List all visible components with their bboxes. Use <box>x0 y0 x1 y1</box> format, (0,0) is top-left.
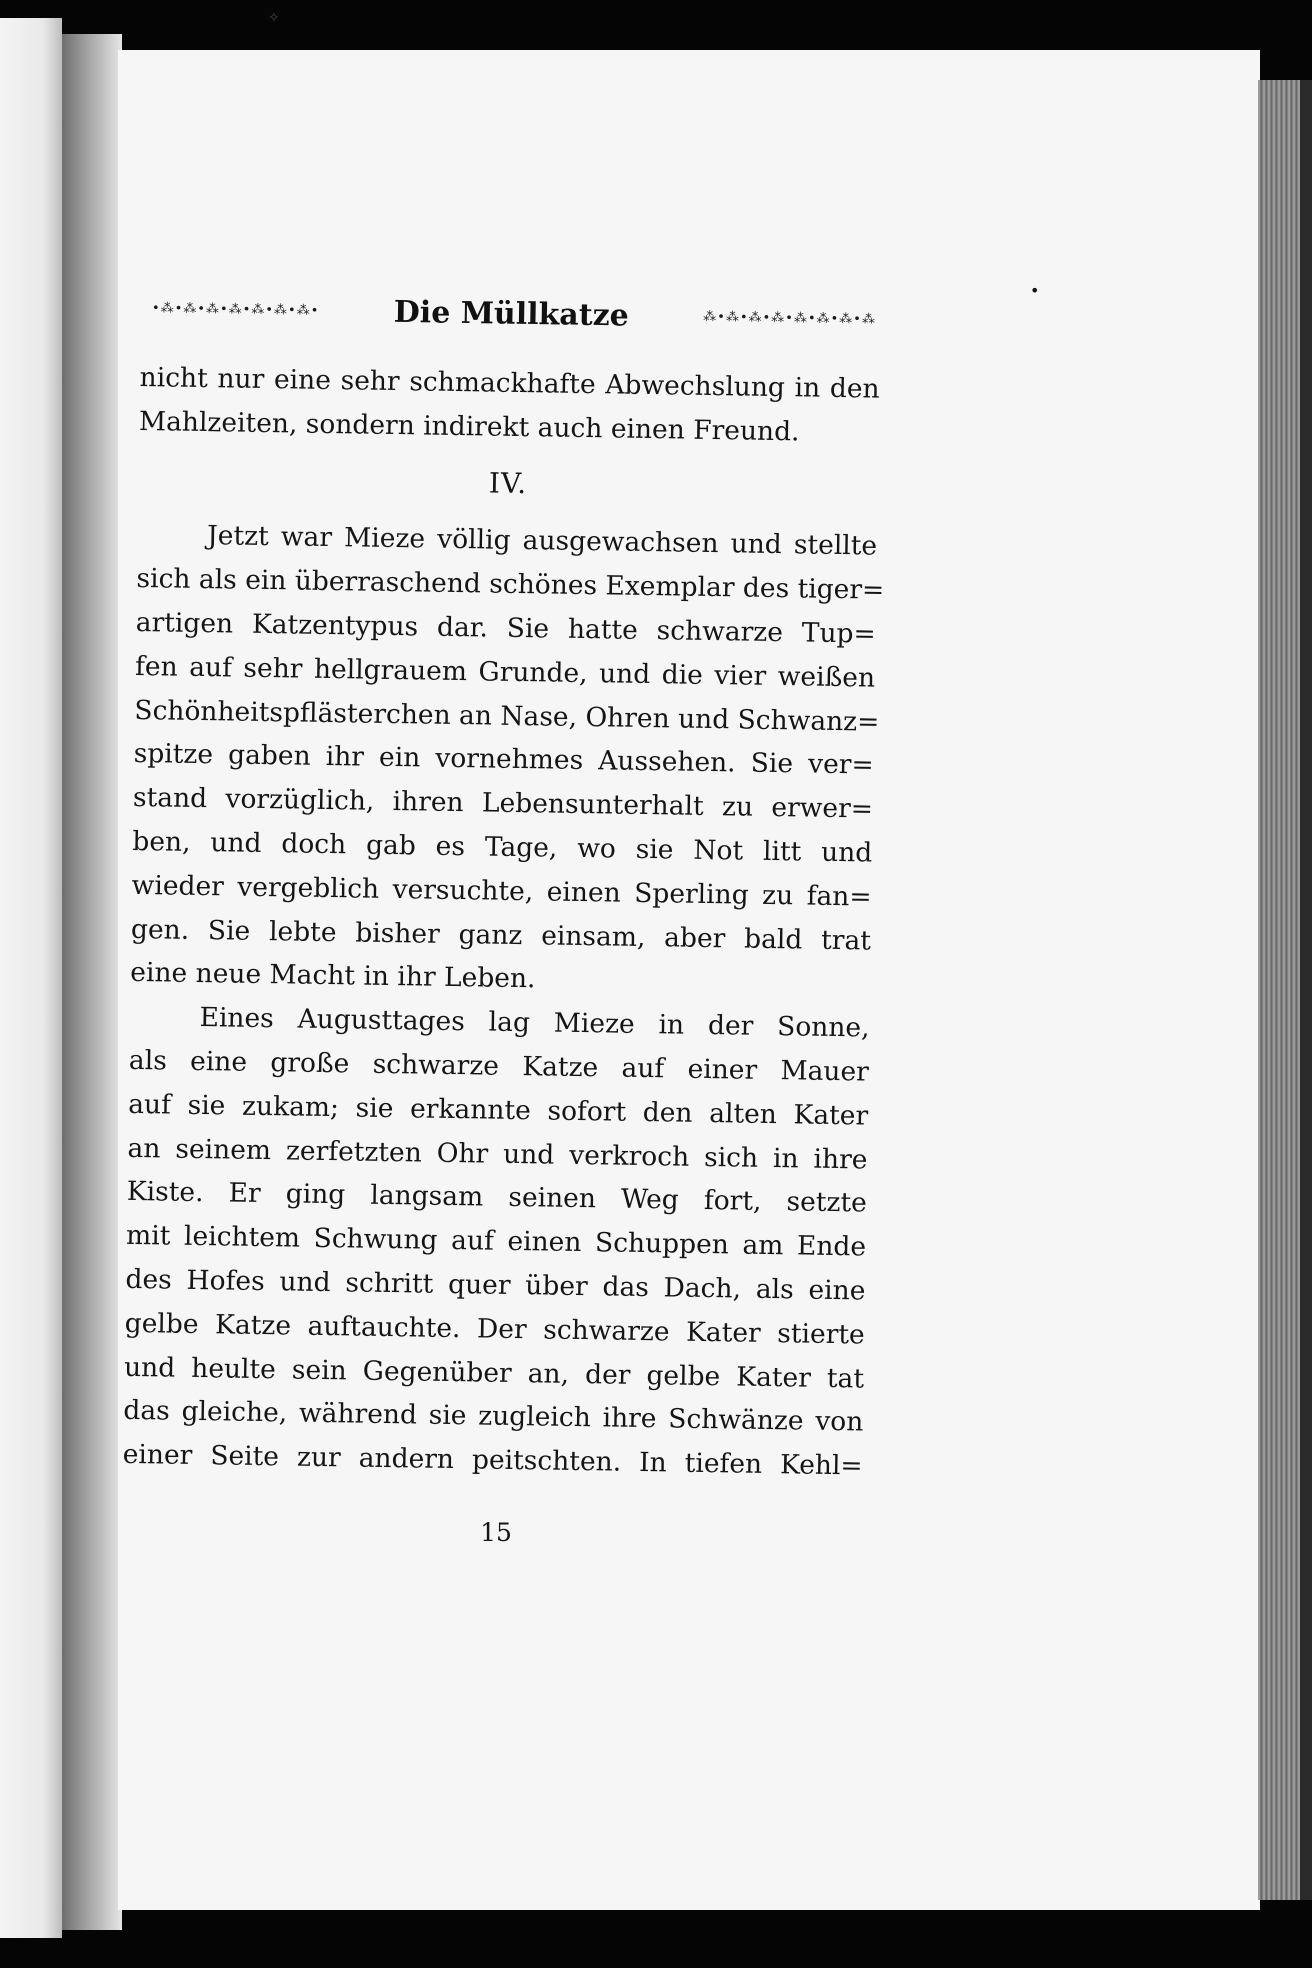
text-line: Jetzt war Mieze völlig ausgewachsen und stellte <box>206 520 878 562</box>
text-line: an seinem zerfetzten Ohr und verkroch sich in ihre <box>127 1132 868 1176</box>
text-line: ben, und doch gab es Tage, wo sie Not litt und <box>132 825 873 869</box>
previous-page-edge <box>0 18 62 1938</box>
text-line: Eines Augusttages lag Mieze in der Sonne, <box>199 1002 870 1044</box>
text-line: Kiste. Er ging langsam seinen Weg fort, setzte <box>126 1176 868 1219</box>
text-line: Schönheitspflästerchen an Nase, Ohren und Schwanz= <box>134 694 880 738</box>
ornament-right: ⁂•⁂•⁂•⁂•⁂•⁂•⁂•⁂ <box>703 309 877 327</box>
stain-mark-icon: ✧ <box>268 10 280 26</box>
book-gutter <box>62 34 122 1930</box>
page-number: 15 <box>480 1518 512 1547</box>
text-line: das gleiche, während sie zugleich ihre Schwänze von <box>123 1395 864 1438</box>
page-block-shadow <box>1300 80 1312 1900</box>
text-line: gen. Sie lebte bisher ganz einsam, aber bald trat <box>130 913 872 957</box>
text-line: und heulte sein Gegenüber an, der gelbe Kater tat <box>123 1351 865 1395</box>
text-line: fen auf sehr hellgrauem Grunde, und die vier weißen <box>134 650 876 694</box>
text-line: stand vorzüglich, ihren Lebensunterhalt zu erwer= <box>132 782 874 825</box>
text-block <box>122 356 885 1488</box>
paragraph-1 <box>130 513 885 1006</box>
ink-dot-icon: • <box>1030 281 1040 300</box>
running-head-title: Die Müllkatze <box>393 294 630 333</box>
text-line: sich als ein überraschend schönes Exemplar des tiger= <box>136 563 885 606</box>
text-line: des Hofes und schritt quer über das Dach, als eine <box>125 1263 866 1307</box>
text-line: auf sie zukam; sie erkannte sofort den alten Kater <box>128 1088 869 1132</box>
text-line: als eine große schwarze Katze auf einer Mauer <box>128 1044 870 1088</box>
paragraph-2 <box>122 995 869 1488</box>
text-line: einer Seite zur andern peitschten. In tiefen Kehl= <box>122 1438 863 1482</box>
chapter-heading: IV. <box>488 466 528 500</box>
text-line: mit leichtem Schwung auf einen Schuppen am Ende <box>125 1220 867 1263</box>
text-line: spitze gaben ihr ein vornehmes Aussehen. Sie ver= <box>133 738 874 781</box>
text-line: Mahlzeiten, sondern indirekt auch einen Freund. <box>138 405 800 448</box>
ornament-left: •⁂•⁂•⁂•⁂•⁂•⁂•⁂• <box>151 300 320 319</box>
text-line: nicht nur eine sehr schmackhafte Abwechslung in den <box>139 361 880 405</box>
text-line: artigen Katzentypus dar. Sie hatte schwarze Tup= <box>135 606 876 650</box>
text-line: gelbe Katze auftauchte. Der schwarze Kater stierte <box>124 1307 865 1351</box>
text-line: eine neue Macht in ihr Leben. <box>130 957 536 995</box>
text-line: wieder vergeblich versuchte, einen Sperling zu fan= <box>131 869 872 913</box>
